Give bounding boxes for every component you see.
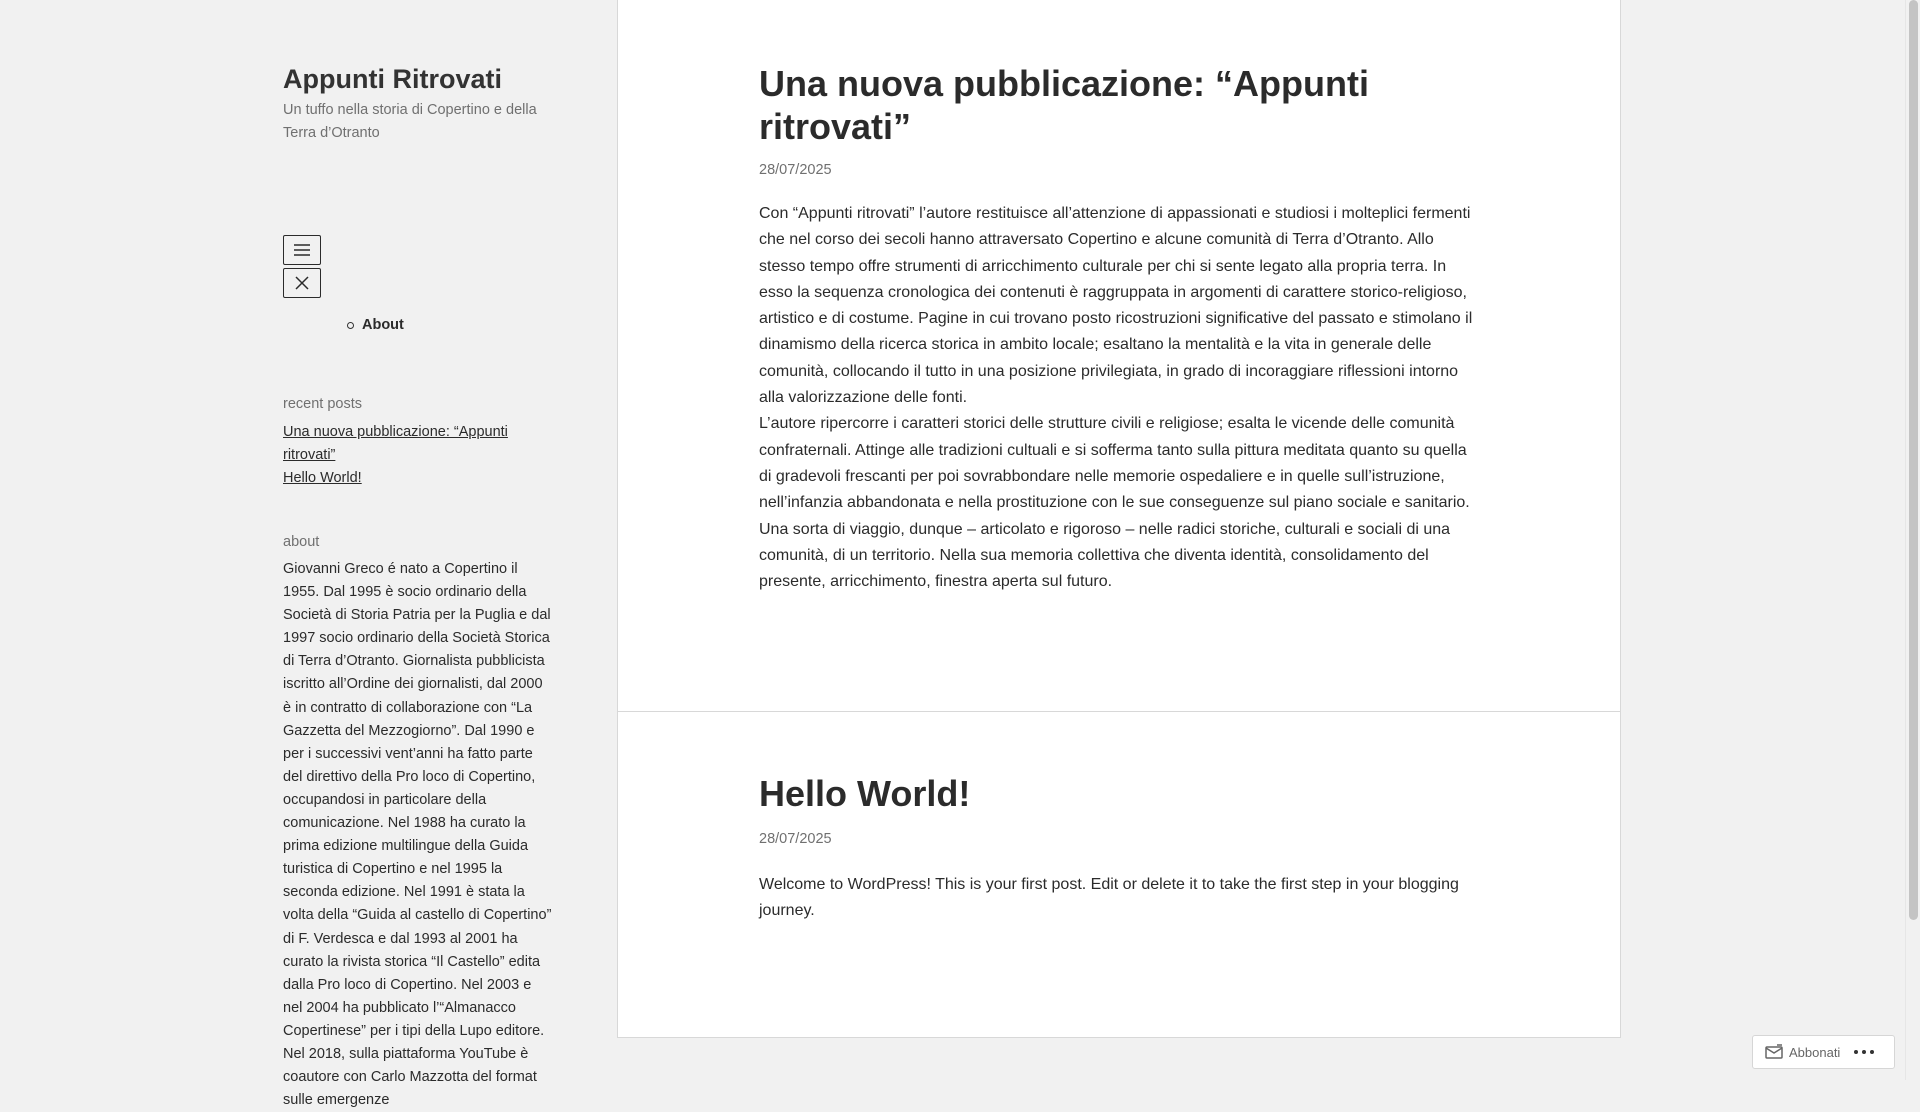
scrollbar-thumb[interactable] [1909, 0, 1918, 920]
menu-open-button[interactable] [283, 235, 321, 265]
recent-post-link[interactable]: Una nuova pubblicazione: “Appunti ritrovati” [283, 424, 508, 463]
list-item [283, 421, 545, 467]
nav-item-about [283, 314, 404, 336]
post-paragraph: Welcome to WordPress! This is your first post. Edit or delete it to take the first step in your blogging journey. [759, 876, 1459, 920]
post-article [759, 772, 1477, 925]
primary-nav [283, 314, 404, 336]
subscribe-bar [1752, 1035, 1895, 1069]
recent-posts-title: recent posts [283, 396, 362, 412]
hamburger-icon [293, 243, 311, 257]
site-title[interactable]: Appunti Ritrovati [283, 64, 502, 94]
main-content [617, 0, 1621, 1038]
site-description: Un tuffo nella storia di Copertino e della Terra d’Otranto [283, 102, 537, 141]
post-date[interactable]: 28/07/2025 [759, 831, 832, 847]
ellipsis-icon [1862, 1050, 1866, 1054]
ellipsis-icon [1854, 1050, 1858, 1054]
list-item [283, 467, 545, 490]
subscribe-icon [1765, 1044, 1783, 1060]
nav-link-about[interactable]: About [362, 317, 404, 333]
post-paragraph: Con “Appunti ritrovati” l’autore restituisce all’attenzione di appassionati e studiosi i molteplici fermenti che nel corso dei secoli hanno attraversato Copertino e alcune comunità di Terra d’Otranto. Allo stesso tempo offre strumenti di arricchimento culturale per chi si sente legato alla propria terra. In esso la sequenza cronologica dei contenuti è raggruppata in argomenti di carattere storico-religioso, artistico e di costume. Pagine in cui trovano posto ricostruzioni significative del passato e stimolano il dinamismo della ricerca storica in ambito locale; esaltano la mentalità e la vita in generale delle comunità, collocando il tutto in una posizione privilegiata, in grado di incoraggiare riflessioni intorno alla valorizzazione delle fonti. [759, 205, 1473, 407]
post-date[interactable]: 28/07/2025 [759, 162, 832, 178]
post-body [759, 201, 1477, 595]
subscribe-button[interactable] [1753, 1044, 1840, 1060]
post-article [759, 62, 1477, 595]
ellipsis-icon [1870, 1050, 1874, 1054]
scrollbar[interactable] [1905, 0, 1920, 1080]
close-icon [294, 275, 310, 291]
recent-posts-list [283, 421, 545, 490]
recent-post-link[interactable]: Hello World! [283, 470, 362, 486]
about-widget-text: Giovanni Greco é nato a Copertino il 1955. Dal 1995 è socio ordinario della Società di Storia Patria per la Puglia e dal 1997 socio ordinario della Società Storica di Terra d’Otranto. Giornalista pubblicista iscritto all’Ordine dei giornalisti, dal 2000 è in contratto di collaborazione con “La Gazzetta del Mezzogiorno”. Dal 1990 e per i successivi vent’anni ha fatto parte del direttivo della Pro loco di Copertino, occupandosi in particolare della comunicazione. Nel 1988 ha curato la prima edizione multilingue della Guida turistica di Copertino e nel 1995 la seconda edizione. Nel 1991 è stata la volta della “Guida al castello di Copertino” di F. Verdesca e dal 1993 al 2001 ha curato la rivista storica “Il Castello” edita dalla Pro loco di Copertino. Nel 2003 e nel 2004 ha pubblicato l’“Almanacco Copertinese” per i tipi della Lupo editore. Nel 2018, sulla piattaforma YouTube è coautore con Carlo Mazzotta del format sulle emergenze [283, 561, 552, 1109]
post-body [759, 872, 1477, 925]
post-title[interactable]: Una nuova pubblicazione: “Appunti ritrovati” [759, 63, 1369, 147]
post-divider [618, 711, 1620, 712]
post-title[interactable]: Hello World! [759, 773, 971, 814]
subscribe-label: Abbonati [1789, 1044, 1841, 1060]
menu-close-button[interactable] [283, 268, 321, 298]
post-paragraph: L’autore ripercorre i caratteri storici delle strutture civili e religiose; esalta le vicende delle comunità confraternali. Attinge alle tradizioni cultuali e si sofferma tanto sulla pittura meditata quanto su quella di gradevoli frescanti per poi sovrabbondare nelle memorie ospedaliere e in quelle sull’istruzione, nell’infanzia abbandonata e nella prostituzione con le sue conseguenze sul piano sociale e sanitario. Una sorta di viaggio, dunque – articolato e rigoroso – nelle radici storiche, culturali e sociali di una comunità, di un territorio. Nella sua memoria collettiva che diventa identità, consolidamento del presente, arricchimento, finestra aperta sul futuro. [759, 415, 1470, 591]
about-widget-title: about [283, 534, 320, 550]
more-options-button[interactable] [1854, 1050, 1874, 1054]
